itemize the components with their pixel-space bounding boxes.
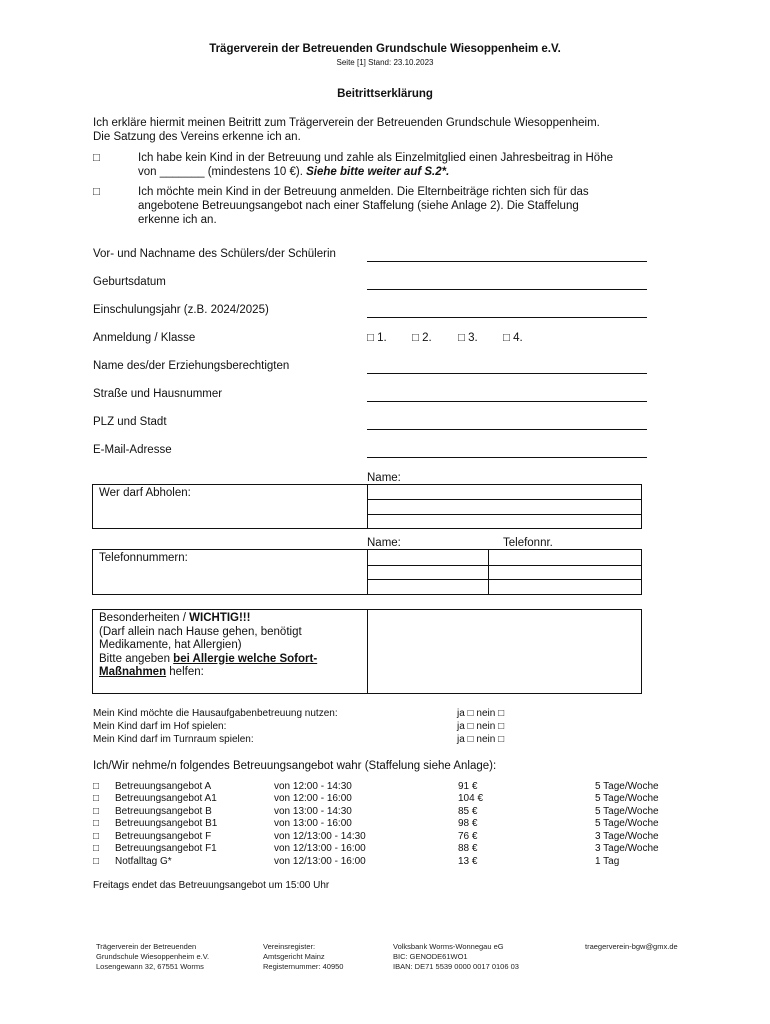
footer-register: Vereinsregister: Amtsgericht Mainz Registernummer: 40950 [263, 942, 344, 971]
consent-gym-label: Mein Kind darf im Turnraum spielen: [93, 734, 254, 745]
offer-checkbox[interactable]: □ [93, 843, 100, 854]
guardian-name-label: Name des/der Erziehungsberechtigten [93, 360, 290, 372]
phone-table [92, 549, 642, 595]
street-label: Straße und Hausnummer [93, 388, 223, 400]
registration-class-label: Anmeldung / Klasse [93, 332, 196, 344]
option-single-member-checkbox[interactable]: □ [93, 152, 100, 164]
school-year-label: Einschulungsjahr (z.B. 2024/2025) [93, 304, 269, 316]
offer-time: von 12/13:00 - 16:00 [274, 843, 366, 854]
consent-yard-choice[interactable]: ja □ nein □ [457, 721, 505, 732]
special-notes-input[interactable] [368, 610, 642, 693]
city-line[interactable] [367, 429, 647, 430]
street-line[interactable] [367, 401, 647, 402]
offer-price: 85 € [458, 806, 478, 817]
offer-checkbox[interactable]: □ [93, 831, 100, 842]
offer-price: 104 € [458, 793, 484, 804]
offer-name: Betreuungsangebot A [115, 781, 212, 792]
phone-divider-2 [488, 550, 489, 594]
consent-homework-choice[interactable]: ja □ nein □ [457, 708, 505, 719]
offer-time: von 13:00 - 14:30 [274, 806, 352, 817]
pickup-row-line-2 [367, 514, 642, 515]
offer-price: 88 € [458, 843, 478, 854]
offer-time: von 12:00 - 14:30 [274, 781, 352, 792]
option-register-child-line-3: erkenne ich an. [138, 214, 217, 226]
offer-name: Notfalltag G* [115, 856, 172, 867]
offer-days: 3 Tage/Woche [595, 843, 659, 854]
city-label: PLZ und Stadt [93, 416, 167, 428]
phone-row-line-2 [367, 579, 642, 580]
option-single-member-line-2: von _______ (mindestens 10 €). Siehe bitte weiter auf S.2*. [138, 166, 450, 178]
phone-row-line-1 [367, 565, 642, 566]
offer-checkbox[interactable]: □ [93, 856, 100, 867]
student-name-label: Vor- und Nachname des Schülers/der Schülerin [93, 248, 336, 260]
pickup-row-line-1 [367, 499, 642, 500]
pickup-divider [367, 485, 368, 528]
friday-note: Freitags endet das Betreuungsangebot um 15:00 Uhr [93, 880, 330, 891]
offer-days: 5 Tage/Woche [595, 793, 659, 804]
phone-name-header: Name: [367, 537, 401, 549]
offer-row [93, 793, 693, 805]
document-title: Trägerverein der Betreuenden Grundschule Wiesoppenheim e.V. [209, 43, 561, 55]
offer-time: von 12:00 - 16:00 [274, 793, 352, 804]
option-single-member-line-1: Ich habe kein Kind in der Betreuung und zahle als Einzelmitglied einen Jahresbeitrag in Höhe [138, 152, 613, 164]
phone-divider-1 [367, 550, 368, 594]
offer-name: Betreuungsangebot B1 [115, 818, 218, 829]
option-register-child-line-2: angebotene Betreuungsangebot nach einer Staffelung (siehe Anlage 2). Die Staffelung [138, 200, 579, 212]
offer-days: 5 Tage/Woche [595, 806, 659, 817]
birth-date-label: Geburtsdatum [93, 276, 166, 288]
offer-row [93, 831, 693, 843]
offer-price: 13 € [458, 856, 478, 867]
offer-row [93, 806, 693, 818]
page-stand: Seite [1] Stand: 23.10.2023 [336, 58, 434, 67]
offer-row [93, 843, 693, 855]
offer-name: Betreuungsangebot A1 [115, 793, 217, 804]
offer-name: Betreuungsangebot F [115, 831, 212, 842]
offer-days: 3 Tage/Woche [595, 831, 659, 842]
offer-days: 5 Tage/Woche [595, 781, 659, 792]
form-heading: Beitrittserklärung [337, 88, 433, 100]
consent-gym-choice[interactable]: ja □ nein □ [457, 734, 505, 745]
footer-bank: Volksbank Worms-Wonnegau eG BIC: GENODE61WO1 IBAN: DE71 5539 0000 0017 0106 03 [393, 942, 519, 971]
offer-checkbox[interactable]: □ [93, 818, 100, 829]
school-year-line[interactable] [367, 317, 647, 318]
pickup-label: Wer darf Abholen: [99, 487, 191, 499]
offer-name: Betreuungsangebot B [115, 806, 212, 817]
offer-price: 91 € [458, 781, 478, 792]
offer-days: 5 Tage/Woche [595, 818, 659, 829]
offer-time: von 12/13:00 - 14:30 [274, 831, 366, 842]
offer-row [93, 856, 693, 868]
grade-3-checkbox[interactable]: □ 3. [458, 332, 478, 344]
phone-number-header: Telefonnr. [503, 537, 553, 549]
pickup-table [92, 484, 642, 529]
phone-label: Telefonnummern: [99, 552, 188, 564]
offer-checkbox[interactable]: □ [93, 793, 100, 804]
student-name-line[interactable] [367, 261, 647, 262]
see-page-2-note: Siehe bitte weiter auf S.2*. [306, 166, 450, 178]
pickup-name-header: Name: [367, 472, 401, 484]
offer-days: 1 Tag [595, 856, 620, 867]
allergy-emphasis: bei Allergie welche Sofort- [173, 652, 318, 665]
grade-1-checkbox[interactable]: □ 1. [367, 332, 387, 344]
offer-row [93, 781, 693, 793]
email-line[interactable] [367, 457, 647, 458]
offer-time: von 13:00 - 16:00 [274, 818, 352, 829]
grade-2-checkbox[interactable]: □ 2. [412, 332, 432, 344]
offer-row [93, 818, 693, 830]
offer-checkbox[interactable]: □ [93, 781, 100, 792]
intro-line-1: Ich erkläre hiermit meinen Beitritt zum Trägerverein der Betreuenden Grundschule Wiesoppenheim. [93, 117, 600, 129]
offer-price: 98 € [458, 818, 478, 829]
option-register-child [93, 185, 693, 229]
birth-date-line[interactable] [367, 289, 647, 290]
footer-association: Trägerverein der Betreuenden Grundschule Wiesoppenheim e.V. Losengewann 32, 67551 Worms [96, 942, 210, 971]
offer-heading: Ich/Wir nehme/n folgendes Betreuungsangebot wahr (Staffelung siehe Anlage): [93, 760, 497, 772]
important-emphasis: WICHTIG!!! [189, 612, 251, 624]
intro-line-2: Die Satzung des Vereins erkenne ich an. [93, 131, 301, 143]
footer-email[interactable]: traegerverein-bgw@gmx.de [585, 942, 678, 951]
option-single-member [93, 151, 693, 181]
offer-price: 76 € [458, 831, 478, 842]
consent-yard-label: Mein Kind darf im Hof spielen: [93, 721, 227, 732]
consent-homework-label: Mein Kind möchte die Hausaufgabenbetreuung nutzen: [93, 708, 338, 719]
guardian-name-line[interactable] [367, 373, 647, 374]
special-notes-text: Besonderheiten / WICHTIG!!! (Darf allein nach Hause gehen, benötigt Medikamente, hat Allergien) Bitte angeben bei Allergie welche Sofort- Maßnahmen helfen: [99, 612, 318, 678]
email-label: E-Mail-Adresse [93, 444, 172, 456]
offer-checkbox[interactable]: □ [93, 806, 100, 817]
intro-text [93, 116, 693, 144]
offer-time: von 12/13:00 - 16:00 [274, 856, 366, 867]
option-register-child-checkbox[interactable]: □ [93, 186, 100, 198]
offer-name: Betreuungsangebot F1 [115, 843, 217, 854]
special-notes-box [92, 609, 642, 694]
option-register-child-line-1: Ich möchte mein Kind in der Betreuung anmelden. Die Elternbeiträge richten sich für das [138, 186, 589, 198]
grade-4-checkbox[interactable]: □ 4. [503, 332, 523, 344]
